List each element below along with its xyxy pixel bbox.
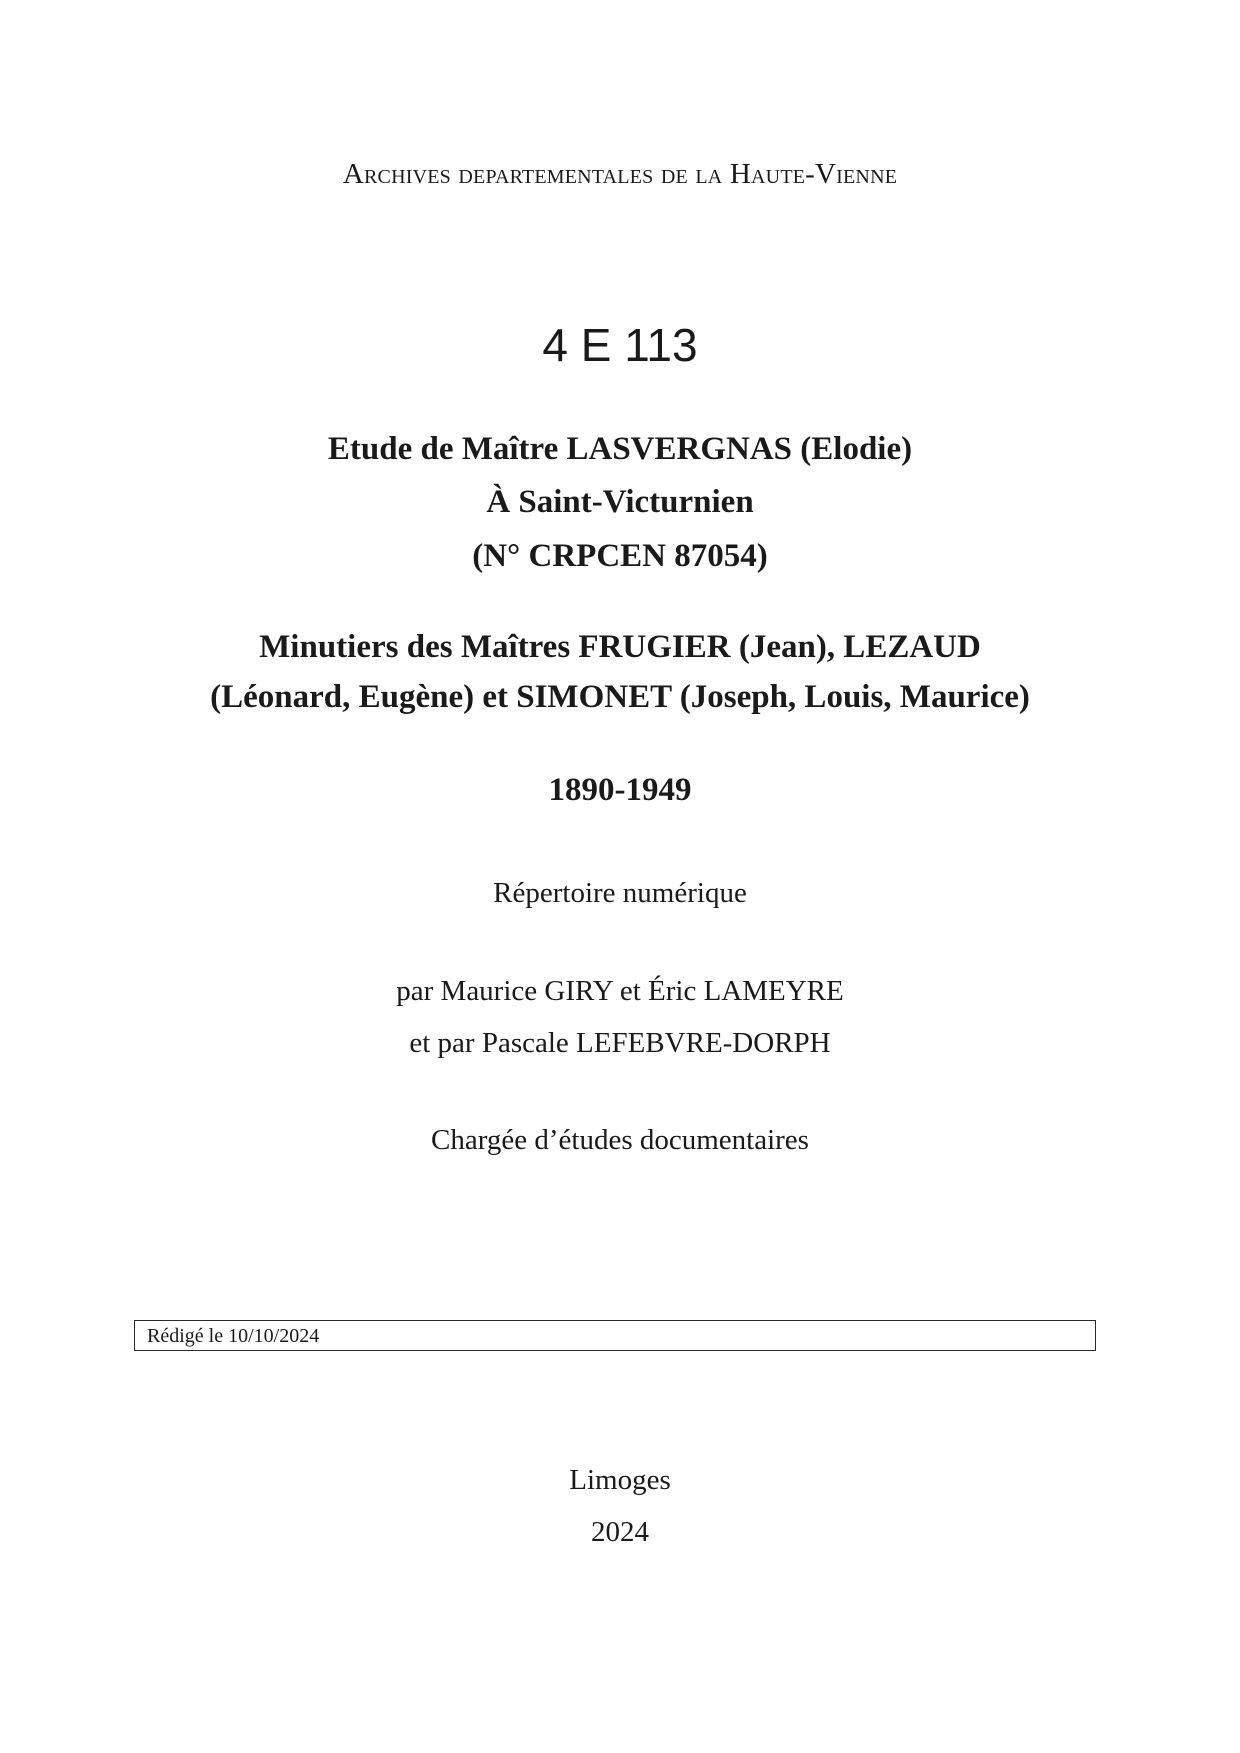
redaction-date: Rédigé le 10/10/2024 (147, 1325, 320, 1347)
minutiers-line-2: (Léonard, Eugène) et SIMONET (Joseph, Louis, Maurice) (210, 679, 1030, 715)
minutiers-line-1: Minutiers des Maîtres FRUGIER (Jean), LEZAUD (259, 629, 981, 665)
etude-place: À Saint-Victurnien (486, 484, 754, 520)
footer-year: 2024 (591, 1516, 649, 1548)
document-type: Répertoire numérique (493, 877, 747, 909)
authors-line-1: par Maurice GIRY et Éric LAMEYRE (396, 975, 844, 1007)
footer-city: Limoges (569, 1464, 671, 1496)
authors-line-2: et par Pascale LEFEBVRE-DORPH (409, 1027, 831, 1059)
redaction-date-box (134, 1320, 1096, 1351)
institution-heading: Archives departementales de la Haute-Vienne (342, 158, 898, 190)
author-role: Chargée d’études documentaires (431, 1124, 809, 1156)
cote-reference: 4 E 113 (542, 319, 698, 371)
etude-title: Etude de Maître LASVERGNAS (Elodie) (327, 431, 913, 467)
etude-crpcen: (N° CRPCEN 87054) (472, 538, 768, 574)
date-range: 1890-1949 (548, 772, 692, 808)
